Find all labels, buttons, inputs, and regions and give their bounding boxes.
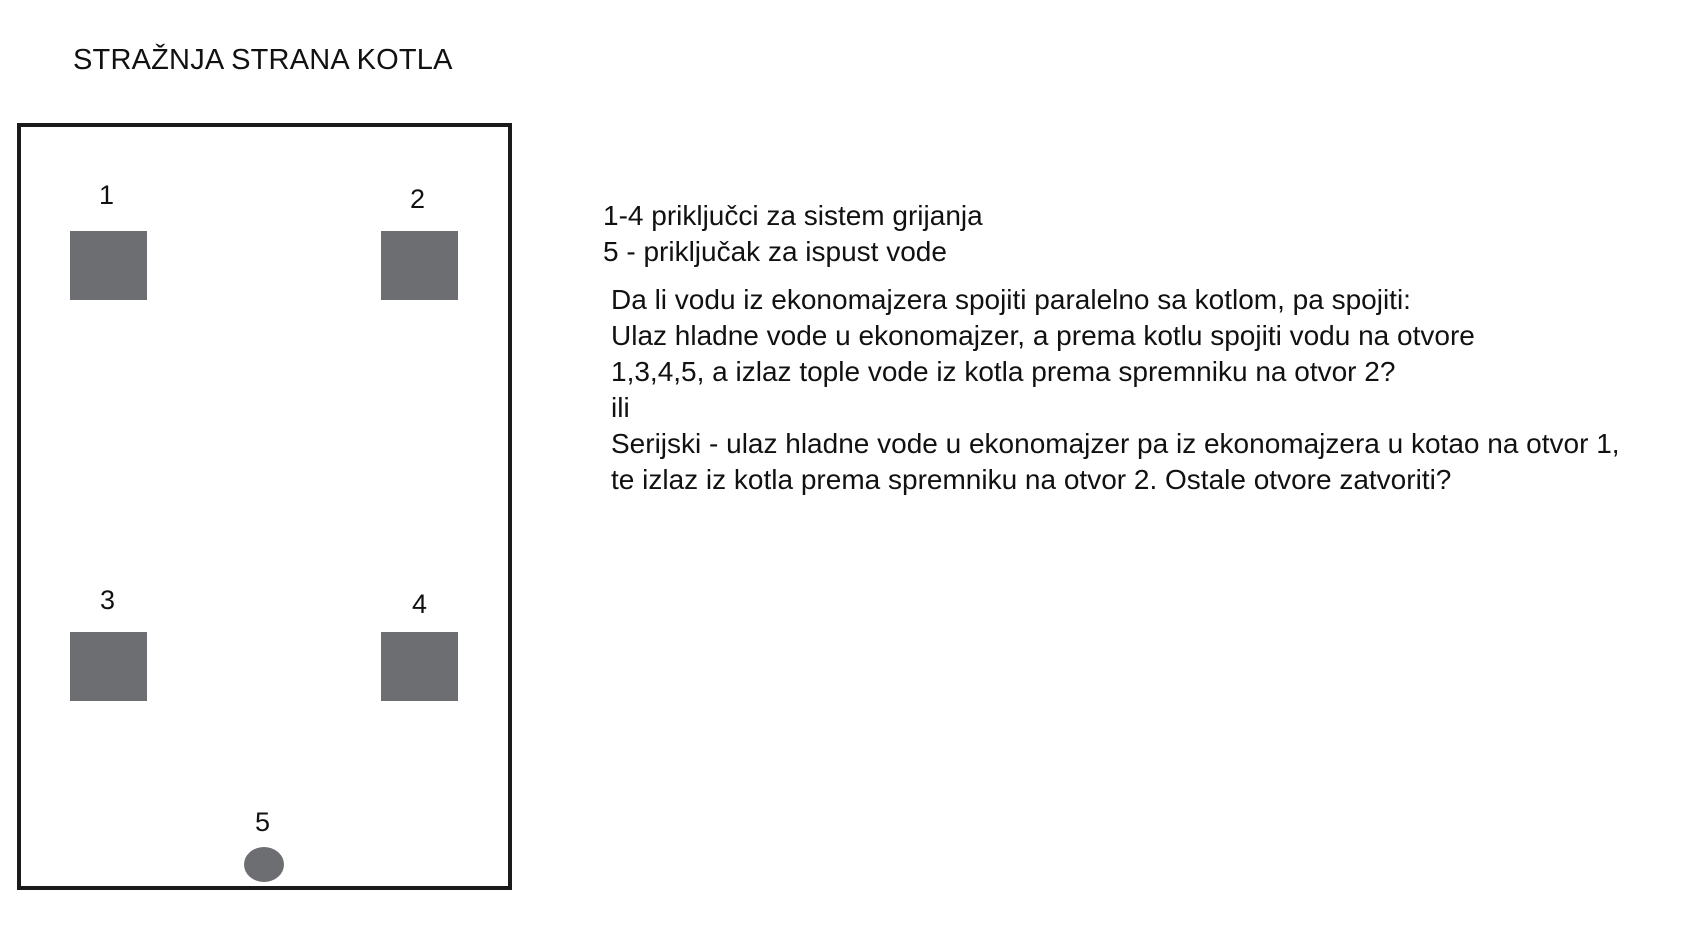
- legend-line: 1-4 priključci za sistem grijanja: [603, 200, 983, 231]
- question-line: 1,3,4,5, a izlaz tople vode iz kotla prema spremniku na otvor 2?: [611, 356, 1396, 387]
- question-line: te izlaz iz kotla prema spremniku na otvor 2. Ostale otvore zatvoriti?: [611, 464, 1452, 495]
- question-line: Serijski - ulaz hladne vode u ekonomajzer pa iz ekonomajzera u kotao na otvor 1,: [611, 428, 1620, 459]
- legend: [603, 198, 983, 270]
- port-1-connector: [70, 231, 147, 300]
- port-4-label: 4: [412, 589, 428, 619]
- question-line: ili: [611, 392, 630, 423]
- port-4-connector: [381, 632, 458, 701]
- port-3-label: 3: [100, 585, 116, 615]
- question-line: Da li vodu iz ekonomajzera spojiti paralelno sa kotlom, pa spojiti:: [611, 284, 1411, 315]
- port-2-connector: [381, 231, 458, 300]
- legend-line: 5 - priključak za ispust vode: [603, 236, 947, 267]
- diagram-title: STRAŽNJA STRANA KOTLA: [73, 44, 453, 76]
- port-5-drain: [244, 847, 284, 882]
- port-1-label: 1: [99, 180, 115, 210]
- question-line: Ulaz hladne vode u ekonomajzer, a prema kotlu spojiti vodu na otvore: [611, 320, 1475, 351]
- port-5-label: 5: [255, 807, 271, 837]
- port-2-label: 2: [410, 184, 426, 214]
- port-3-connector: [70, 632, 147, 701]
- question-text: [611, 282, 1620, 498]
